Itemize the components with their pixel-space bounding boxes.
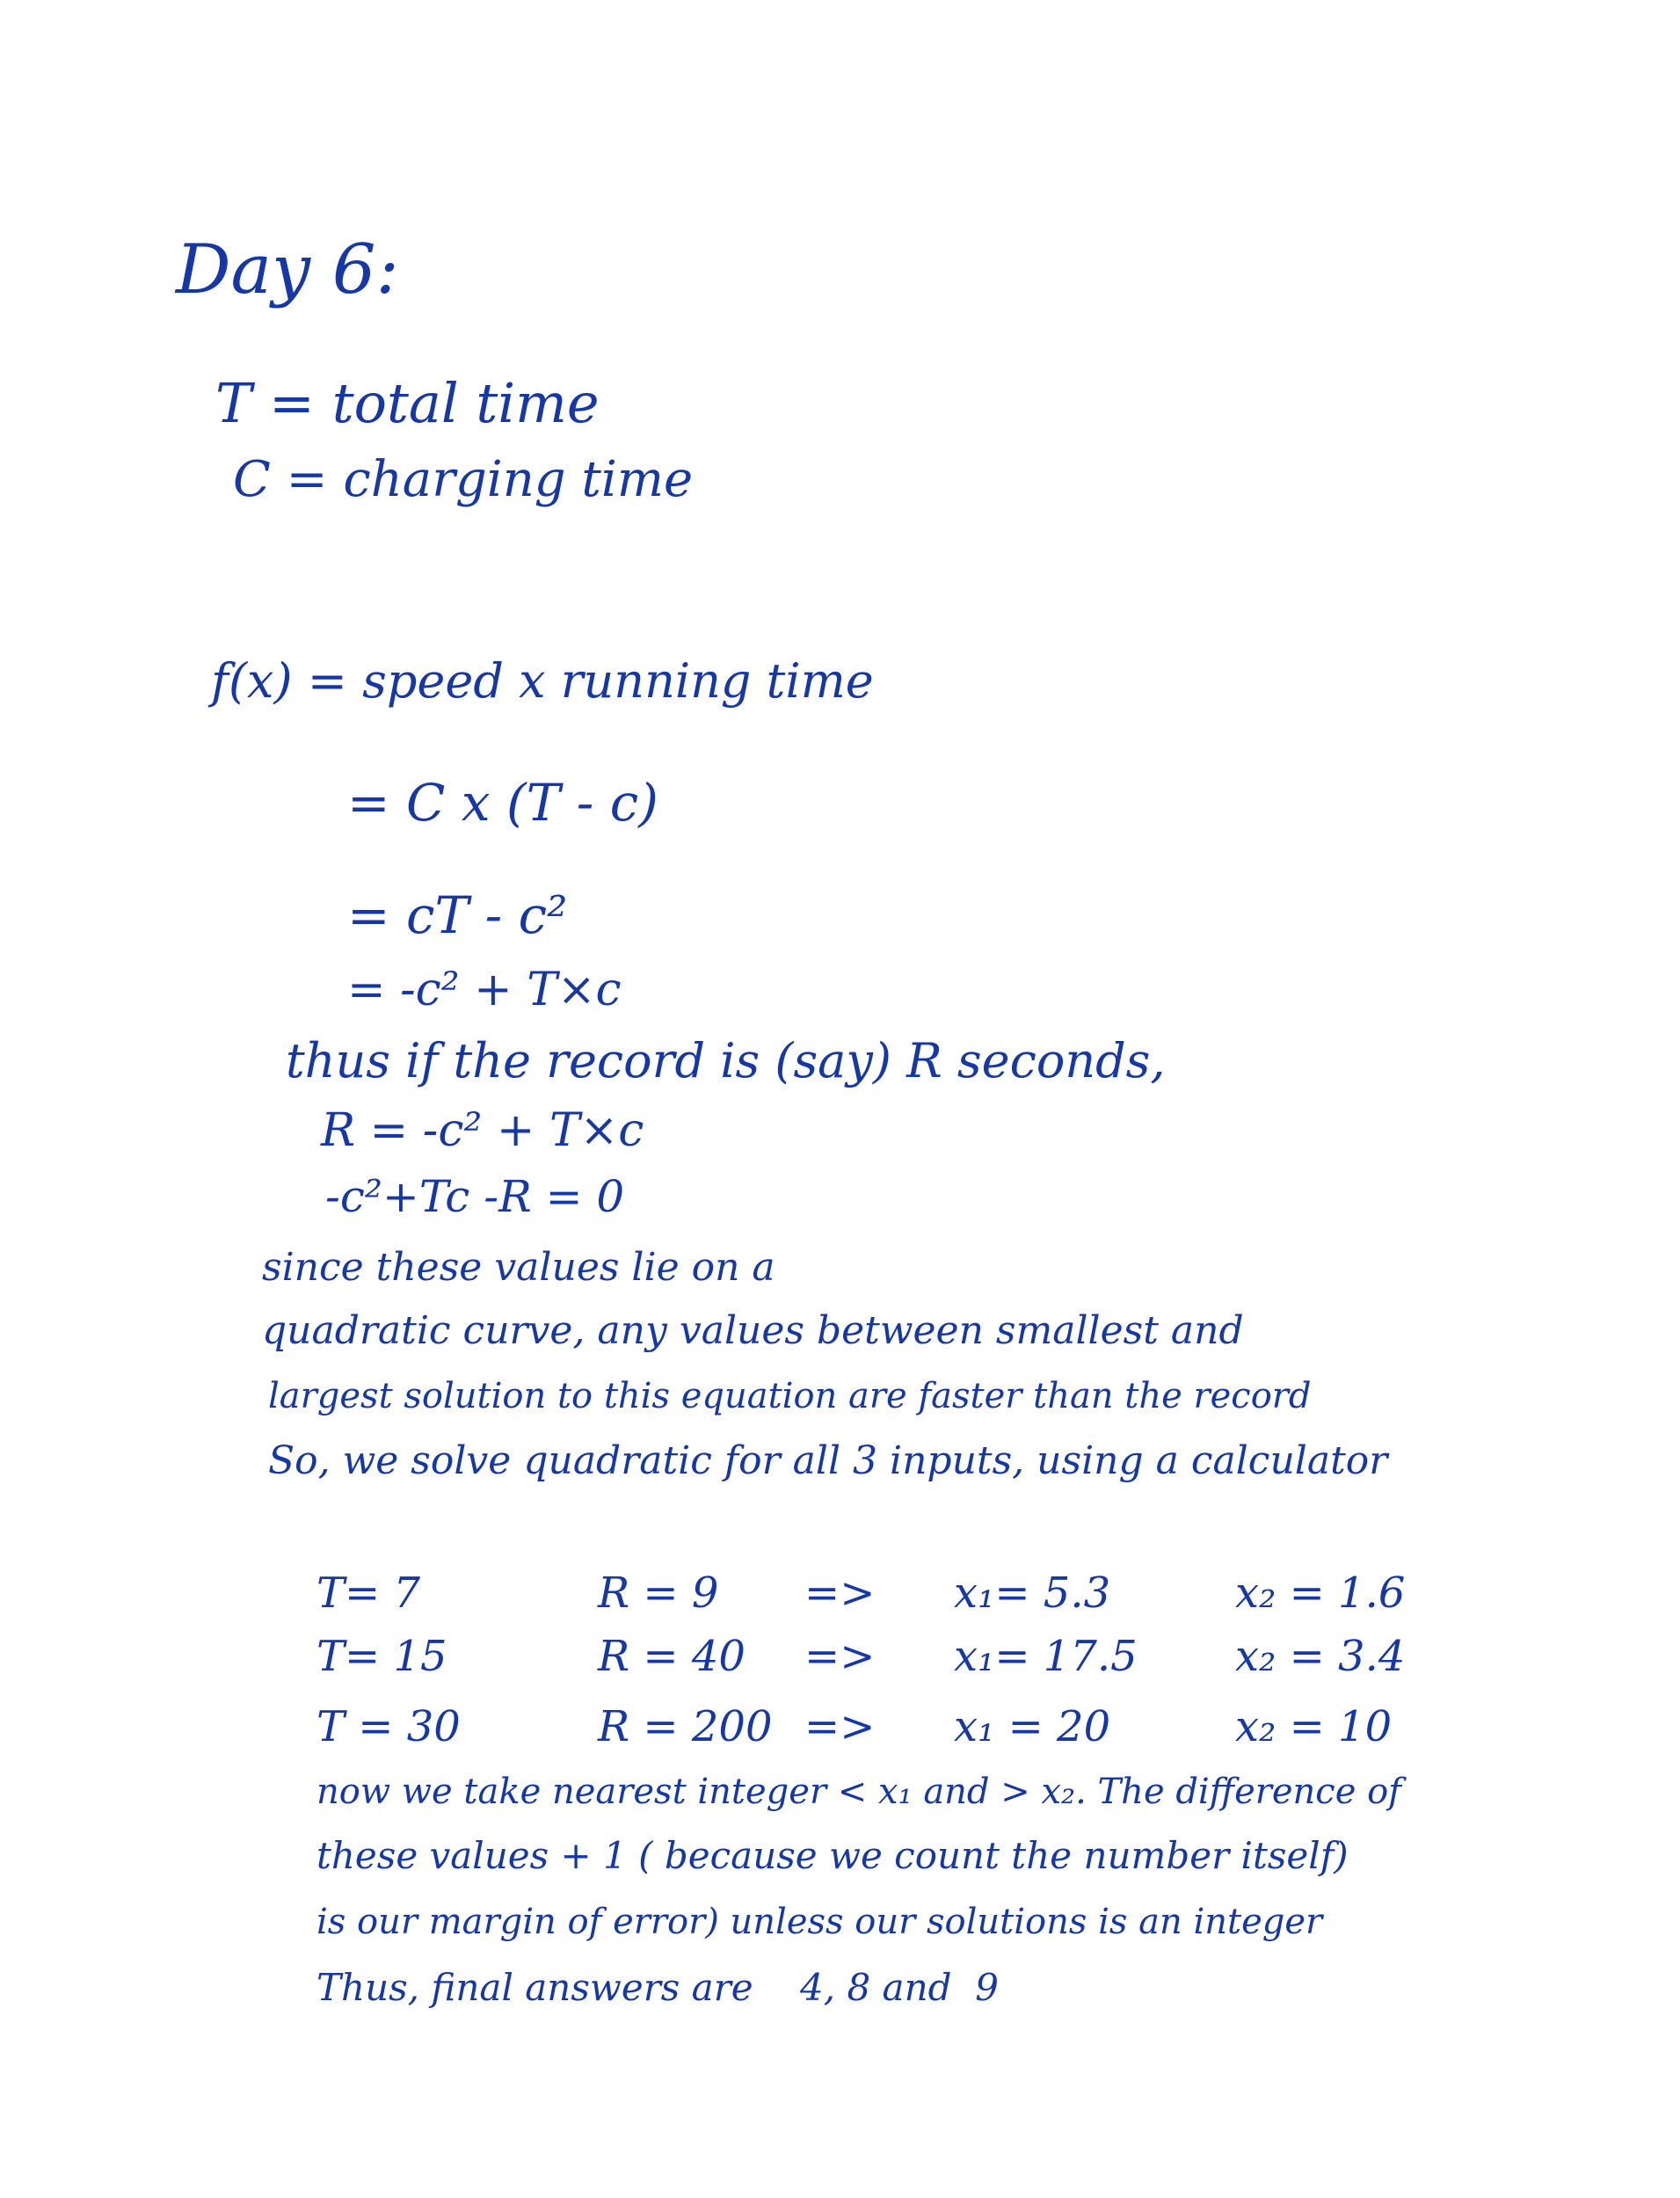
explanation-line: So, we solve quadratic for all 3 inputs, using a calculator — [268, 1438, 1388, 1483]
conclusion-line: now we take nearest integer < x₁ and > x₂. The difference of — [316, 1772, 1401, 1812]
table-cell-r: R = 40 — [598, 1632, 745, 1681]
table-cell-x1: x₁= 5.3 — [954, 1568, 1111, 1618]
table-cell-x2: x₂ = 3.4 — [1235, 1632, 1406, 1681]
table-cell-t: T= 15 — [316, 1632, 447, 1681]
table-cell-x1: x₁ = 20 — [954, 1702, 1111, 1751]
record-statement: thus if the record is (say) R seconds, — [286, 1033, 1166, 1088]
table-cell-t: T = 30 — [316, 1702, 461, 1751]
table-cell-arrow: => — [804, 1702, 876, 1751]
table-cell-x1: x₁= 17.5 — [954, 1632, 1138, 1681]
table-cell-arrow: => — [804, 1632, 876, 1681]
table-cell-r: R = 200 — [598, 1702, 773, 1751]
explanation-line: quadratic curve, any values between smallest and — [262, 1308, 1244, 1353]
quadratic-equation: -c²+Tc -R = 0 — [325, 1171, 625, 1222]
derivation-line: = -c² + T×c — [347, 964, 622, 1016]
record-equation: R = -c² + T×c — [321, 1104, 644, 1157]
explanation-line: largest solution to this equation are faster than the record — [268, 1376, 1312, 1416]
table-cell-x2: x₂ = 10 — [1235, 1702, 1393, 1751]
definition-total-time: T = total time — [215, 371, 600, 435]
table-cell-t: T= 7 — [316, 1568, 421, 1618]
derivation-line: f(x) = speed x running time — [211, 653, 874, 709]
table-cell-r: R = 9 — [598, 1568, 719, 1618]
derivation-line: = cT - c² — [347, 885, 568, 945]
conclusion-line: these values + 1 ( because we count the number itself) — [316, 1834, 1349, 1877]
table-cell-x2: x₂ = 1.6 — [1235, 1568, 1406, 1618]
table-cell-arrow: => — [804, 1568, 876, 1618]
conclusion-line: is our margin of error) unless our solutions is an integer — [316, 1902, 1323, 1942]
note-title: Day 6: — [176, 230, 399, 309]
derivation-line: = C x (T - c) — [347, 773, 658, 833]
final-answers: Thus, final answers are 4, 8 and 9 — [316, 1966, 999, 2009]
explanation-line: since these values lie on a — [262, 1245, 775, 1290]
definition-charging-time: C = charging time — [233, 451, 694, 508]
